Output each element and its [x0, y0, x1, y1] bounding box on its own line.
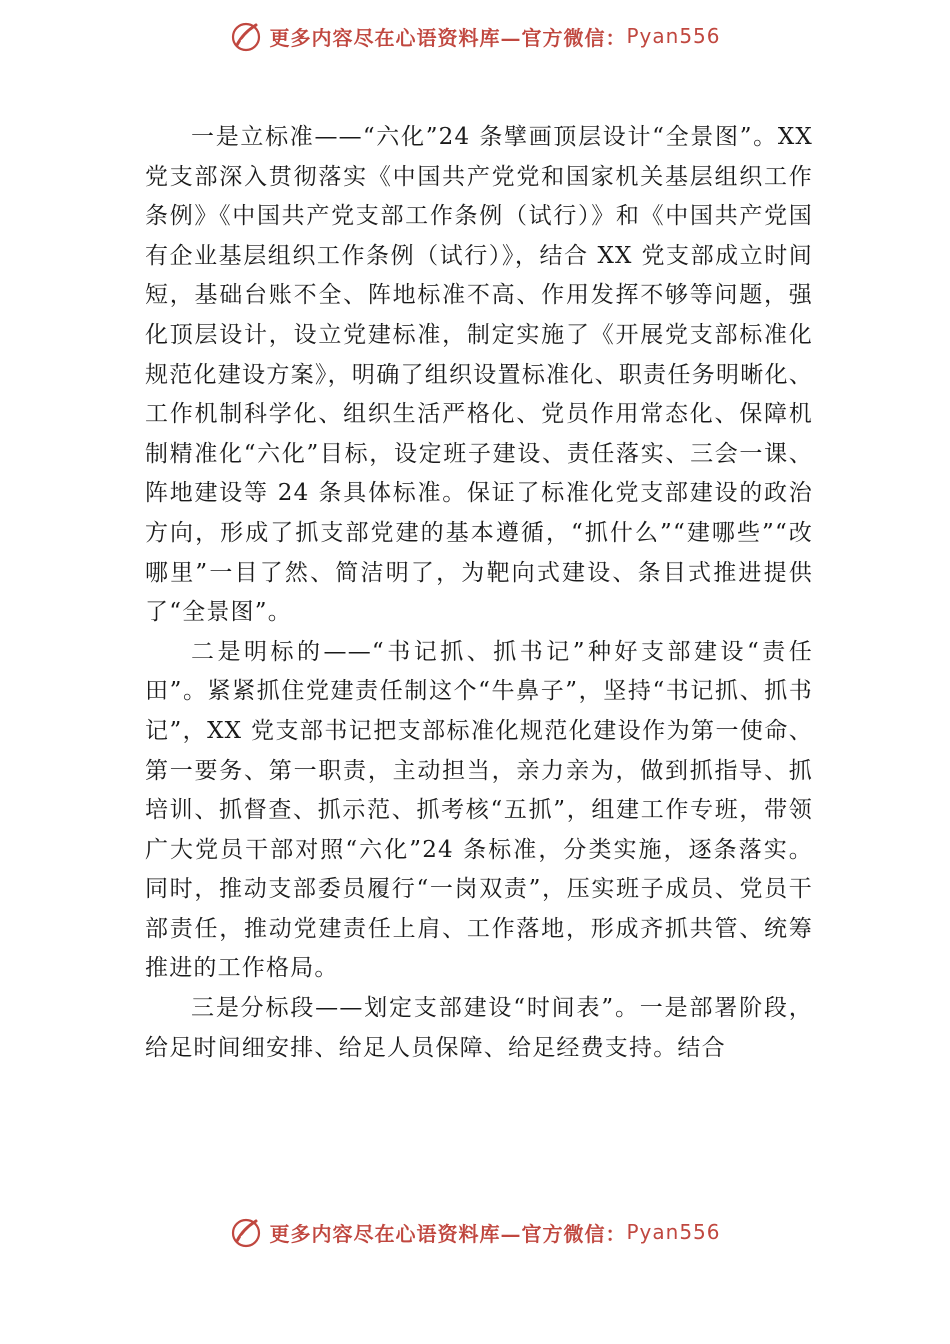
document-body [145, 118, 813, 1068]
watermark-text: 更多内容尽在心语资料库—官方微信： [269, 1221, 627, 1246]
paragraph-2: 二是明标的——“书记抓、抓书记”种好支部建设“责任田”。紧紧抓住党建责任制这个“牛鼻子”，坚持“书记抓、抓书记”，XX 党支部书记把支部标准化规范化建设作为第一使命、第一要务、第一职责，主动担当，亲力亲为，做到抓指导、抓培训、抓督查、抓示范、抓考核“五抓”，组建工作专班，带领广大党员干部对照“六化”24 条标准，分类实施，逐条落实。同时，推动支部委员履行“一岗双责”，压实班子成员、党员干部责任，推动党建责任上肩、工作落地，形成齐抓共管、统筹推进的工作格局。 [145, 638, 813, 982]
watermark-wechat-id: Pyan556 [626, 1220, 721, 1244]
watermark-text: 更多内容尽在心语资料库—官方微信： [269, 25, 627, 50]
watermark-footer [0, 1212, 950, 1252]
watermark-wechat-id: Pyan556 [626, 24, 721, 48]
paragraph-1: 一是立标准——“六化”24 条擘画顶层设计“全景图”。XX 党支部深入贯彻落实《中国共产党党和国家机关基层组织工作条例》《中国共产党支部工作条例（试行）》和《中国共产党国有企业基层组织工作条例（试行）》，结合 XX 党支部成立时间短，基础台账不全、阵地标准不高、作用发挥不够等问题，强化顶层设计，设立党建标准，制定实施了《开展党支部标准化规范化建设方案》，明确了组织设置标准化、职责任务明晰化、工作机制科学化、组织生活严格化、党员作用常态化、保障机制精准化“六化”目标，设定班子建设、责任落实、三会一课、阵地建设等 24 条具体标准。保证了标准化党支部建设的政治方向，形成了抓支部党建的基本遵循，“抓什么”“建哪些”“改哪里”一目了然、简洁明了，为靶向式建设、条目式推进提供了“全景图”。 [145, 124, 813, 626]
brush-logo-icon [229, 1215, 263, 1249]
watermark-header [0, 16, 950, 56]
brush-logo-icon [229, 19, 263, 53]
paragraph-3: 三是分标段——划定支部建设“时间表”。一是部署阶段，给足时间细安排、给足人员保障、给足经费支持。结合 [145, 995, 813, 1061]
